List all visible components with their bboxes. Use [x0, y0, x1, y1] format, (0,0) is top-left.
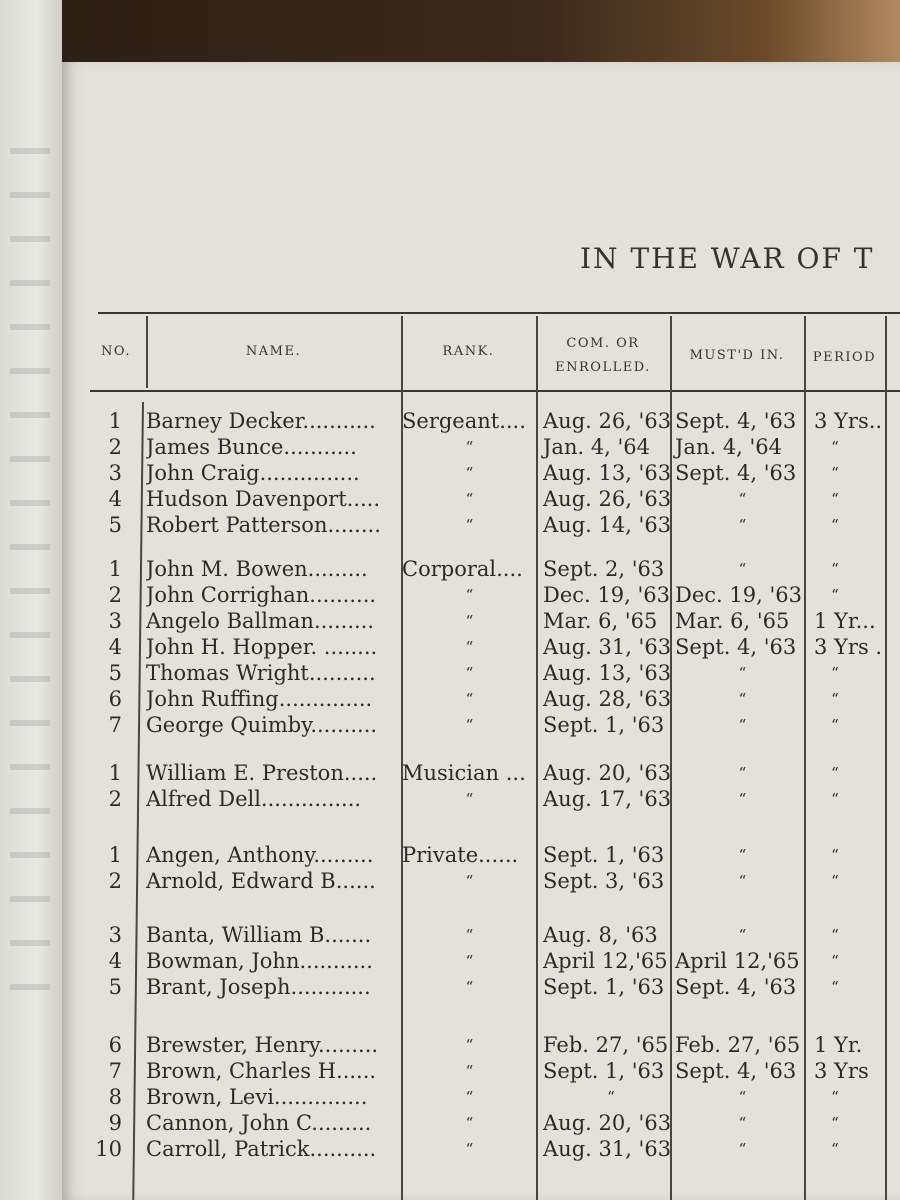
- cell-soldier-name: Hudson Davenport.....: [146, 487, 381, 511]
- cell-mustered-date: “: [738, 664, 747, 682]
- table-row: [62, 842, 900, 868]
- cell-row-number: 3: [108, 923, 122, 947]
- cell-soldier-name: Bowman, John...........: [146, 949, 373, 973]
- table-row: [62, 712, 900, 738]
- cell-mustered-date: “: [738, 926, 747, 944]
- cell-enrolled-date: Aug. 8, '63: [543, 923, 658, 947]
- table-row: [62, 1058, 900, 1084]
- cell-mustered-date: “: [738, 872, 747, 890]
- cell-row-number: 2: [108, 787, 122, 811]
- cell-period: “: [831, 716, 839, 734]
- header-com-line2: ENROLLED.: [555, 360, 651, 375]
- table-row: [62, 868, 900, 894]
- cell-soldier-name: Thomas Wright..........: [146, 661, 376, 685]
- cell-rank: “: [465, 438, 474, 456]
- cell-period: 3 Yrs: [814, 1059, 869, 1083]
- cell-mustered-date: “: [738, 764, 747, 782]
- cell-rank: “: [465, 716, 474, 734]
- cell-mustered-date: Sept. 4, '63: [675, 409, 797, 433]
- cell-rank: Private......: [402, 843, 519, 867]
- cell-period: “: [831, 690, 839, 708]
- cell-soldier-name: Cannon, John C.........: [146, 1111, 372, 1135]
- cell-mustered-date: “: [738, 846, 747, 864]
- header-no: NO.: [101, 344, 131, 359]
- cell-enrolled-date: Aug. 13, '63: [543, 661, 672, 685]
- cell-mustered-date: “: [738, 490, 747, 508]
- table-row: [62, 1136, 900, 1162]
- table-row: [62, 608, 900, 634]
- table-row: [62, 786, 900, 812]
- cell-enrolled-date: Sept. 1, '63: [543, 1059, 665, 1083]
- cell-period: 3 Yrs..: [814, 409, 883, 433]
- table-row: [62, 556, 900, 582]
- cell-rank: “: [465, 586, 474, 604]
- cell-row-number: 10: [95, 1137, 122, 1161]
- cell-rank: Sergeant....: [402, 409, 526, 433]
- cell-row-number: 2: [108, 435, 122, 459]
- cell-row-number: 2: [108, 583, 122, 607]
- table-row: [62, 660, 900, 686]
- cell-soldier-name: Arnold, Edward B......: [146, 869, 376, 893]
- cell-period: “: [831, 438, 839, 456]
- facing-page-text-bleed: [10, 110, 50, 1010]
- cell-enrolled-date: Aug. 31, '63: [543, 1137, 672, 1161]
- cell-soldier-name: George Quimby..........: [146, 713, 378, 737]
- table-row: [62, 512, 900, 538]
- cell-period: “: [831, 586, 839, 604]
- header-com-line1: COM. OR: [566, 336, 640, 351]
- table-row: [62, 948, 900, 974]
- running-head: IN THE WAR OF T: [580, 242, 875, 275]
- cell-enrolled-date: Mar. 6, '65: [543, 609, 658, 633]
- cell-enrolled-date: Aug. 20, '63: [543, 761, 672, 785]
- cell-soldier-name: Barney Decker...........: [146, 409, 376, 433]
- header-bottom-rule: [90, 390, 900, 392]
- cell-soldier-name: Alfred Dell...............: [146, 787, 362, 811]
- cell-mustered-date: “: [738, 690, 747, 708]
- cell-period: 3 Yrs .: [814, 635, 883, 659]
- cell-rank: “: [465, 926, 474, 944]
- cell-rank: Corporal....: [402, 557, 523, 581]
- cell-period: “: [831, 790, 839, 808]
- cell-row-number: 1: [108, 557, 122, 581]
- wood-background: [0, 0, 900, 70]
- cell-soldier-name: John H. Hopper. ........: [146, 635, 378, 659]
- cell-rank: “: [465, 464, 474, 482]
- cell-mustered-date: “: [738, 1088, 747, 1106]
- cell-soldier-name: Brown, Levi..............: [146, 1085, 368, 1109]
- cell-mustered-date: “: [738, 1140, 747, 1158]
- cell-enrolled-date: Aug. 17, '63: [543, 787, 672, 811]
- cell-enrolled-date: Aug. 13, '63: [543, 461, 672, 485]
- cell-row-number: 7: [108, 1059, 122, 1083]
- cell-period: 1 Yr...: [814, 609, 876, 633]
- table-row: [62, 408, 900, 434]
- cell-row-number: 9: [108, 1111, 122, 1135]
- cell-mustered-date: Sept. 4, '63: [675, 1059, 797, 1083]
- cell-soldier-name: John M. Bowen.........: [146, 557, 368, 581]
- table-row: [62, 1032, 900, 1058]
- cell-period: “: [831, 926, 839, 944]
- cell-row-number: 3: [108, 461, 122, 485]
- cell-period: 1 Yr.: [814, 1033, 863, 1057]
- cell-soldier-name: Banta, William B.......: [146, 923, 372, 947]
- cell-soldier-name: Angen, Anthony.........: [146, 843, 374, 867]
- cell-rank: “: [465, 1114, 474, 1132]
- cell-enrolled-date: Jan. 4, '64: [543, 435, 651, 459]
- cell-rank: “: [465, 978, 474, 996]
- cell-rank: “: [465, 638, 474, 656]
- cell-row-number: 5: [108, 661, 122, 685]
- cell-mustered-date: Feb. 27, '65: [675, 1033, 801, 1057]
- header-rank: RANK.: [442, 344, 495, 359]
- cell-period: “: [831, 764, 839, 782]
- cell-period: “: [831, 1140, 839, 1158]
- cell-row-number: 1: [108, 409, 122, 433]
- cell-rank: Musician ...: [402, 761, 526, 785]
- cell-row-number: 2: [108, 869, 122, 893]
- cell-row-number: 3: [108, 609, 122, 633]
- cell-period: “: [831, 516, 839, 534]
- cell-soldier-name: William E. Preston.....: [146, 761, 378, 785]
- cell-row-number: 4: [108, 949, 122, 973]
- cell-row-number: 1: [108, 843, 122, 867]
- header-period: PERIOD: [812, 350, 877, 365]
- table-row: [62, 1110, 900, 1136]
- cell-soldier-name: Brant, Joseph............: [146, 975, 371, 999]
- cell-mustered-date: “: [738, 716, 747, 734]
- cell-mustered-date: Dec. 19, '63: [675, 583, 802, 607]
- cell-mustered-date: “: [738, 516, 747, 534]
- cell-rank: “: [465, 612, 474, 630]
- cell-mustered-date: “: [738, 560, 747, 578]
- cell-soldier-name: James Bunce...........: [146, 435, 357, 459]
- cell-soldier-name: Brown, Charles H......: [146, 1059, 377, 1083]
- table-row: [62, 634, 900, 660]
- cell-enrolled-date: Aug. 28, '63: [543, 687, 672, 711]
- cell-enrolled-date: Sept. 3, '63: [543, 869, 665, 893]
- cell-mustered-date: Mar. 6, '65: [675, 609, 790, 633]
- cell-period: “: [831, 978, 839, 996]
- cell-soldier-name: John Ruffing..............: [146, 687, 373, 711]
- table-row: [62, 486, 900, 512]
- cell-row-number: 4: [108, 635, 122, 659]
- cell-soldier-name: Robert Patterson........: [146, 513, 381, 537]
- cell-rank: “: [465, 1036, 474, 1054]
- cell-enrolled-date: Aug. 26, '63: [543, 487, 672, 511]
- cell-mustered-date: April 12,'65: [675, 949, 800, 973]
- header-name: NAME.: [245, 344, 302, 359]
- cell-enrolled-date: Sept. 1, '63: [543, 975, 665, 999]
- table-row: [62, 922, 900, 948]
- cell-soldier-name: John Corrighan..........: [146, 583, 377, 607]
- cell-mustered-date: Sept. 4, '63: [675, 975, 797, 999]
- table-row: [62, 974, 900, 1000]
- cell-period: “: [831, 560, 839, 578]
- cell-period: “: [831, 1114, 839, 1132]
- cell-enrolled-date: Sept. 1, '63: [543, 843, 665, 867]
- cell-rank: “: [465, 490, 474, 508]
- cell-enrolled-date: Feb. 27, '65: [543, 1033, 669, 1057]
- cell-rank: “: [465, 790, 474, 808]
- cell-period: “: [831, 664, 839, 682]
- cell-rank: “: [465, 516, 474, 534]
- cell-mustered-date: “: [738, 1114, 747, 1132]
- cell-rank: “: [465, 1088, 474, 1106]
- cell-row-number: 5: [108, 513, 122, 537]
- table-row: [62, 582, 900, 608]
- cell-enrolled-date: Aug. 26, '63: [543, 409, 672, 433]
- table-row: [62, 686, 900, 712]
- table-row: [62, 1084, 900, 1110]
- cell-rank: “: [465, 690, 474, 708]
- cell-rank: “: [465, 1140, 474, 1158]
- cell-row-number: 5: [108, 975, 122, 999]
- cell-enrolled-date: Sept. 2, '63: [543, 557, 665, 581]
- table-row: [62, 760, 900, 786]
- cell-period: “: [831, 952, 839, 970]
- cell-row-number: 6: [108, 687, 122, 711]
- cell-period: “: [831, 1088, 839, 1106]
- cell-mustered-date: Sept. 4, '63: [675, 635, 797, 659]
- cell-period: “: [831, 490, 839, 508]
- cell-row-number: 1: [108, 761, 122, 785]
- cell-rank: “: [465, 664, 474, 682]
- cell-period: “: [831, 846, 839, 864]
- cell-mustered-date: “: [738, 790, 747, 808]
- cell-soldier-name: Carroll, Patrick..........: [146, 1137, 377, 1161]
- cell-soldier-name: John Craig...............: [146, 461, 360, 485]
- book-page: [62, 62, 900, 1200]
- cell-enrolled-date: Aug. 31, '63: [543, 635, 672, 659]
- header-mustered: MUST'D IN.: [689, 348, 785, 363]
- cell-rank: “: [465, 952, 474, 970]
- cell-mustered-date: Sept. 4, '63: [675, 461, 797, 485]
- cell-enrolled-date: Dec. 19, '63: [543, 583, 670, 607]
- cell-mustered-date: Jan. 4, '64: [675, 435, 783, 459]
- table-row: [62, 460, 900, 486]
- cell-enrolled-date: “: [607, 1088, 615, 1106]
- table-row: [62, 434, 900, 460]
- cell-period: “: [831, 872, 839, 890]
- cell-enrolled-date: April 12,'65: [543, 949, 668, 973]
- cell-enrolled-date: Sept. 1, '63: [543, 713, 665, 737]
- cell-row-number: 4: [108, 487, 122, 511]
- cell-row-number: 7: [108, 713, 122, 737]
- cell-enrolled-date: Aug. 20, '63: [543, 1111, 672, 1135]
- cell-soldier-name: Brewster, Henry.........: [146, 1033, 379, 1057]
- cell-rank: “: [465, 872, 474, 890]
- cell-period: “: [831, 464, 839, 482]
- cell-soldier-name: Angelo Ballman.........: [146, 609, 375, 633]
- cell-rank: “: [465, 1062, 474, 1080]
- header-top-rule: [98, 312, 900, 314]
- cell-row-number: 6: [108, 1033, 122, 1057]
- facing-page-edge: [0, 0, 62, 1200]
- cell-enrolled-date: Aug. 14, '63: [543, 513, 672, 537]
- cell-row-number: 8: [108, 1085, 122, 1109]
